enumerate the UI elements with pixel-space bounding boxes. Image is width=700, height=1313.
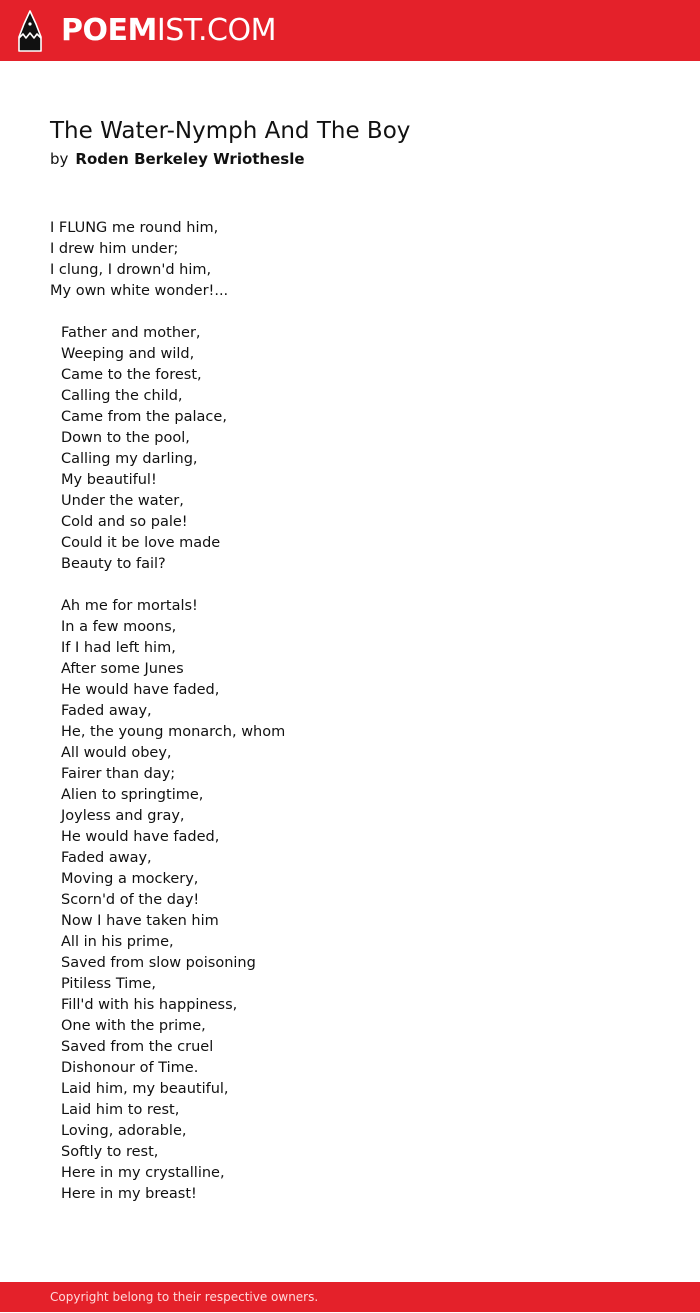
poem-line: All would obey, bbox=[61, 745, 172, 761]
poem-line: Calling my darling, bbox=[61, 451, 198, 467]
stanza-break bbox=[50, 302, 650, 323]
poem-line: Under the water, bbox=[61, 493, 184, 509]
poem-line: One with the prime, bbox=[61, 1018, 206, 1034]
poem-line: Fairer than day; bbox=[61, 766, 176, 782]
poem-line: If I had left him, bbox=[61, 640, 176, 656]
poem-title: The Water-Nymph And The Boy bbox=[50, 118, 411, 144]
brand-light-part: IST.COM bbox=[156, 13, 276, 48]
poem-line: Saved from slow poisoning bbox=[61, 955, 256, 971]
poem-line: Could it be love made bbox=[61, 535, 221, 551]
poem-line: He would have faded, bbox=[61, 829, 220, 845]
poem-line: Faded away, bbox=[61, 850, 152, 866]
author-name[interactable]: Roden Berkeley Wriothesle bbox=[75, 150, 305, 168]
poem-line: I drew him under; bbox=[50, 241, 179, 257]
poem-line: Came from the palace, bbox=[61, 409, 227, 425]
poem-line: After some Junes bbox=[61, 661, 184, 677]
poem-line: In a few moons, bbox=[61, 619, 177, 635]
poem-line: Moving a mockery, bbox=[61, 871, 199, 887]
poem-line: Pitiless Time, bbox=[61, 976, 156, 992]
poem-line: Softly to rest, bbox=[61, 1144, 159, 1160]
poem-line: Faded away, bbox=[61, 703, 152, 719]
poem-line: Cold and so pale! bbox=[61, 514, 188, 530]
poem-line: Calling the child, bbox=[61, 388, 183, 404]
poem-line: Down to the pool, bbox=[61, 430, 190, 446]
stanza bbox=[50, 323, 650, 575]
stanza-break bbox=[50, 575, 650, 596]
by-label: by bbox=[50, 150, 69, 168]
brand-bold-part: POEM bbox=[61, 13, 157, 48]
copyright-notice: Copyright belong to their respective owners. bbox=[50, 1290, 319, 1304]
stanza bbox=[50, 218, 650, 302]
poem-line: Laid him to rest, bbox=[61, 1102, 180, 1118]
poem-line: Laid him, my beautiful, bbox=[61, 1081, 229, 1097]
byline bbox=[50, 148, 305, 170]
poem-line: Fill'd with his happiness, bbox=[61, 997, 238, 1013]
poem-line: My own white wonder!... bbox=[50, 283, 229, 299]
poem-line: Here in my breast! bbox=[61, 1186, 197, 1202]
poem-line: Alien to springtime, bbox=[61, 787, 204, 803]
poem-line: Here in my crystalline, bbox=[61, 1165, 225, 1181]
poem-line: Loving, adorable, bbox=[61, 1123, 187, 1139]
poem-body bbox=[50, 218, 650, 1205]
poem-line: Dishonour of Time. bbox=[61, 1060, 199, 1076]
poem-line: My beautiful! bbox=[61, 472, 157, 488]
site-footer bbox=[0, 1282, 700, 1312]
poem-line: I FLUNG me round him, bbox=[50, 220, 219, 236]
poem-line: Father and mother, bbox=[61, 325, 201, 341]
poem-line: Came to the forest, bbox=[61, 367, 202, 383]
site-logo-text[interactable] bbox=[61, 11, 276, 51]
poem-line: Now I have taken him bbox=[61, 913, 219, 929]
poem-line: Joyless and gray, bbox=[61, 808, 185, 824]
poem-line: All in his prime, bbox=[61, 934, 174, 950]
pen-nib-icon[interactable] bbox=[17, 10, 43, 52]
poem-line: He would have faded, bbox=[61, 682, 220, 698]
poem-line: Weeping and wild, bbox=[61, 346, 195, 362]
poem-line: Scorn'd of the day! bbox=[61, 892, 200, 908]
stanza bbox=[50, 596, 650, 1205]
poem-line: He, the young monarch, whom bbox=[61, 724, 286, 740]
poem-line: I clung, I drown'd him, bbox=[50, 262, 212, 278]
poem-line: Beauty to fail? bbox=[61, 556, 166, 572]
poem-line: Ah me for mortals! bbox=[61, 598, 198, 614]
site-header bbox=[0, 0, 700, 61]
poem-line: Saved from the cruel bbox=[61, 1039, 214, 1055]
